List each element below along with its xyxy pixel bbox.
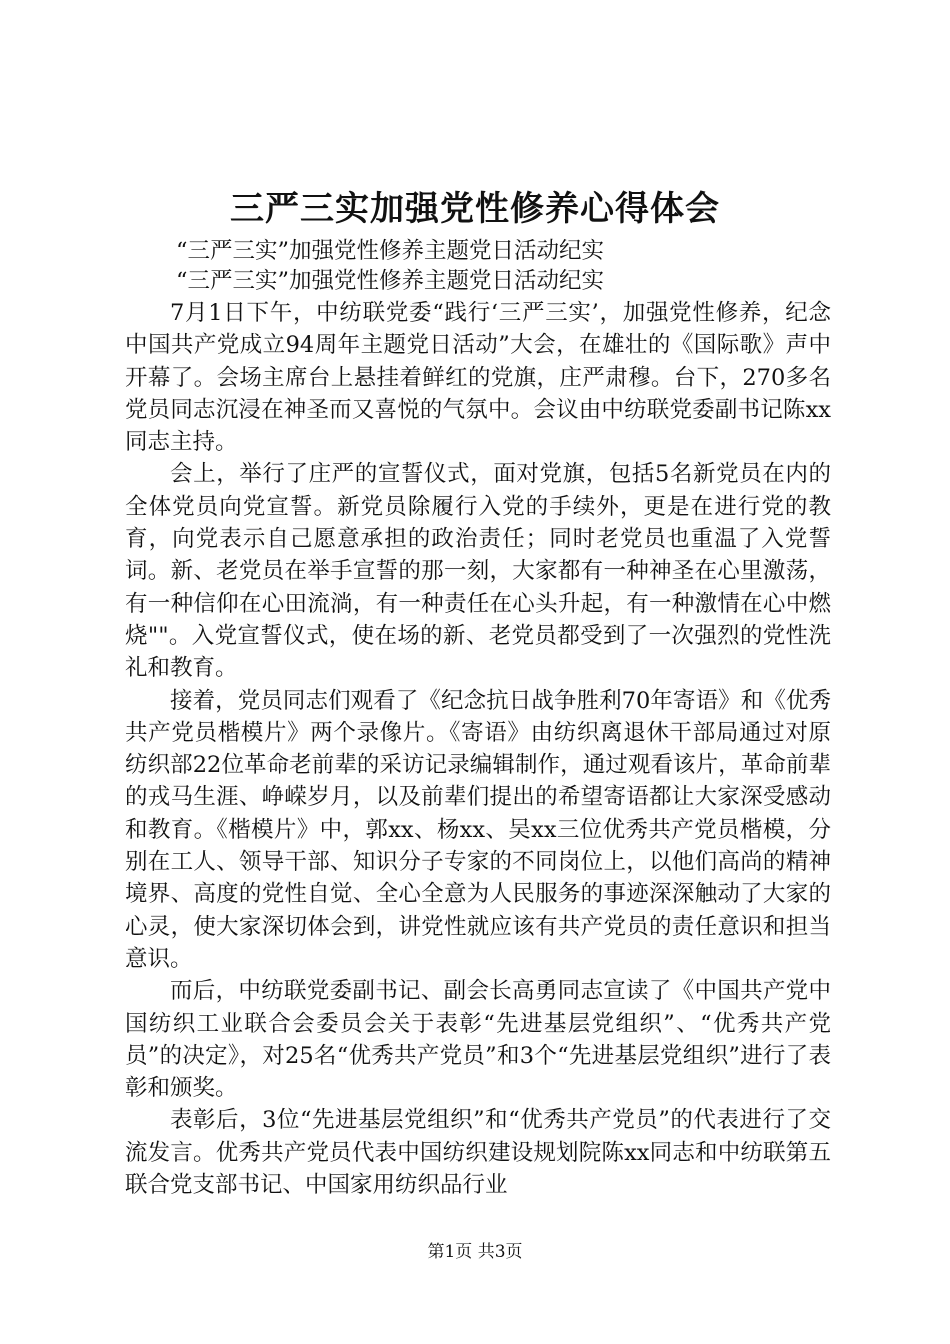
document-title: 三严三实加强党性修养心得体会	[230, 189, 720, 229]
paragraph: 表彰后，3位“先进基层党组织”和“优秀共产党员”的代表进行了交流发言。优秀共产党员代表中国纺织建设规划院陈xx同志和中纺联第五联合党支部书记、中国家用纺织品行业	[125, 1107, 831, 1199]
document-subtitle: “三严三实”加强党性修养主题党日活动纪实	[176, 268, 605, 294]
paragraph: 会上，举行了庄严的宣誓仪式，面对党旗，包括5名新党员在内的全体党员向党宣誓。新党员除履行入党的手续外，更是在进行党的教育，向党表示自己愿意承担的政治责任；同时老党员也重温了入党誓词。新、老党员在举手宣誓的那一刻，大家都有一种神圣在心里激荡，有一种信仰在心田流淌，有一种责任在心头升起，有一种激情在心中燃烧""。入党宣誓仪式，使在场的新、老党员都受到了一次强烈的党性洗礼和教育。	[125, 461, 831, 682]
document-subtitle: “三严三实”加强党性修养主题党日活动纪实	[176, 238, 605, 264]
document-body	[125, 297, 831, 1201]
paragraph: 接着，党员同志们观看了《纪念抗日战争胜利70年寄语》和《优秀共产党员楷模片》两个录像片。《寄语》由纺织离退休干部局通过对原纺织部22位革命老前辈的采访记录编辑制作，通过观看该片，革命前辈的戎马生涯、峥嵘岁月，以及前辈们提出的希望寄语都让大家深受感动和教育。《楷模片》中，郭xx、杨xx、吴xx三位优秀共产党员楷模，分别在工人、领导干部、知识分子专家的不同岗位上，以他们高尚的精神境界、高度的党性自觉、全心全意为人民服务的事迹深深触动了大家的心灵，使大家深切体会到，讲党性就应该有共产党员的责任意识和担当意识。	[125, 687, 831, 972]
paragraph: 而后，中纺联党委副书记、副会长高勇同志宣读了《中国共产党中国纺织工业联合会委员会关于表彰“先进基层党组织”、“优秀共产党员”的决定》，对25名“优秀共产党员”和3个“先进基层党组织”进行了表彰和颁奖。	[125, 978, 831, 1102]
paragraph: 7月1日下午，中纺联党委“践行‘三严三实’，加强党性修养，纪念中国共产党成立94周年主题党日活动”大会，在雄壮的《国际歌》声中开幕了。会场主席台上悬挂着鲜红的党旗，庄严肃穆。台下，270多名党员同志沉浸在神圣而又喜悦的气氛中。会议由中纺联党委副书记陈xx同志主持。	[125, 300, 831, 456]
page-footer: 第1页 共3页	[427, 1242, 523, 1262]
